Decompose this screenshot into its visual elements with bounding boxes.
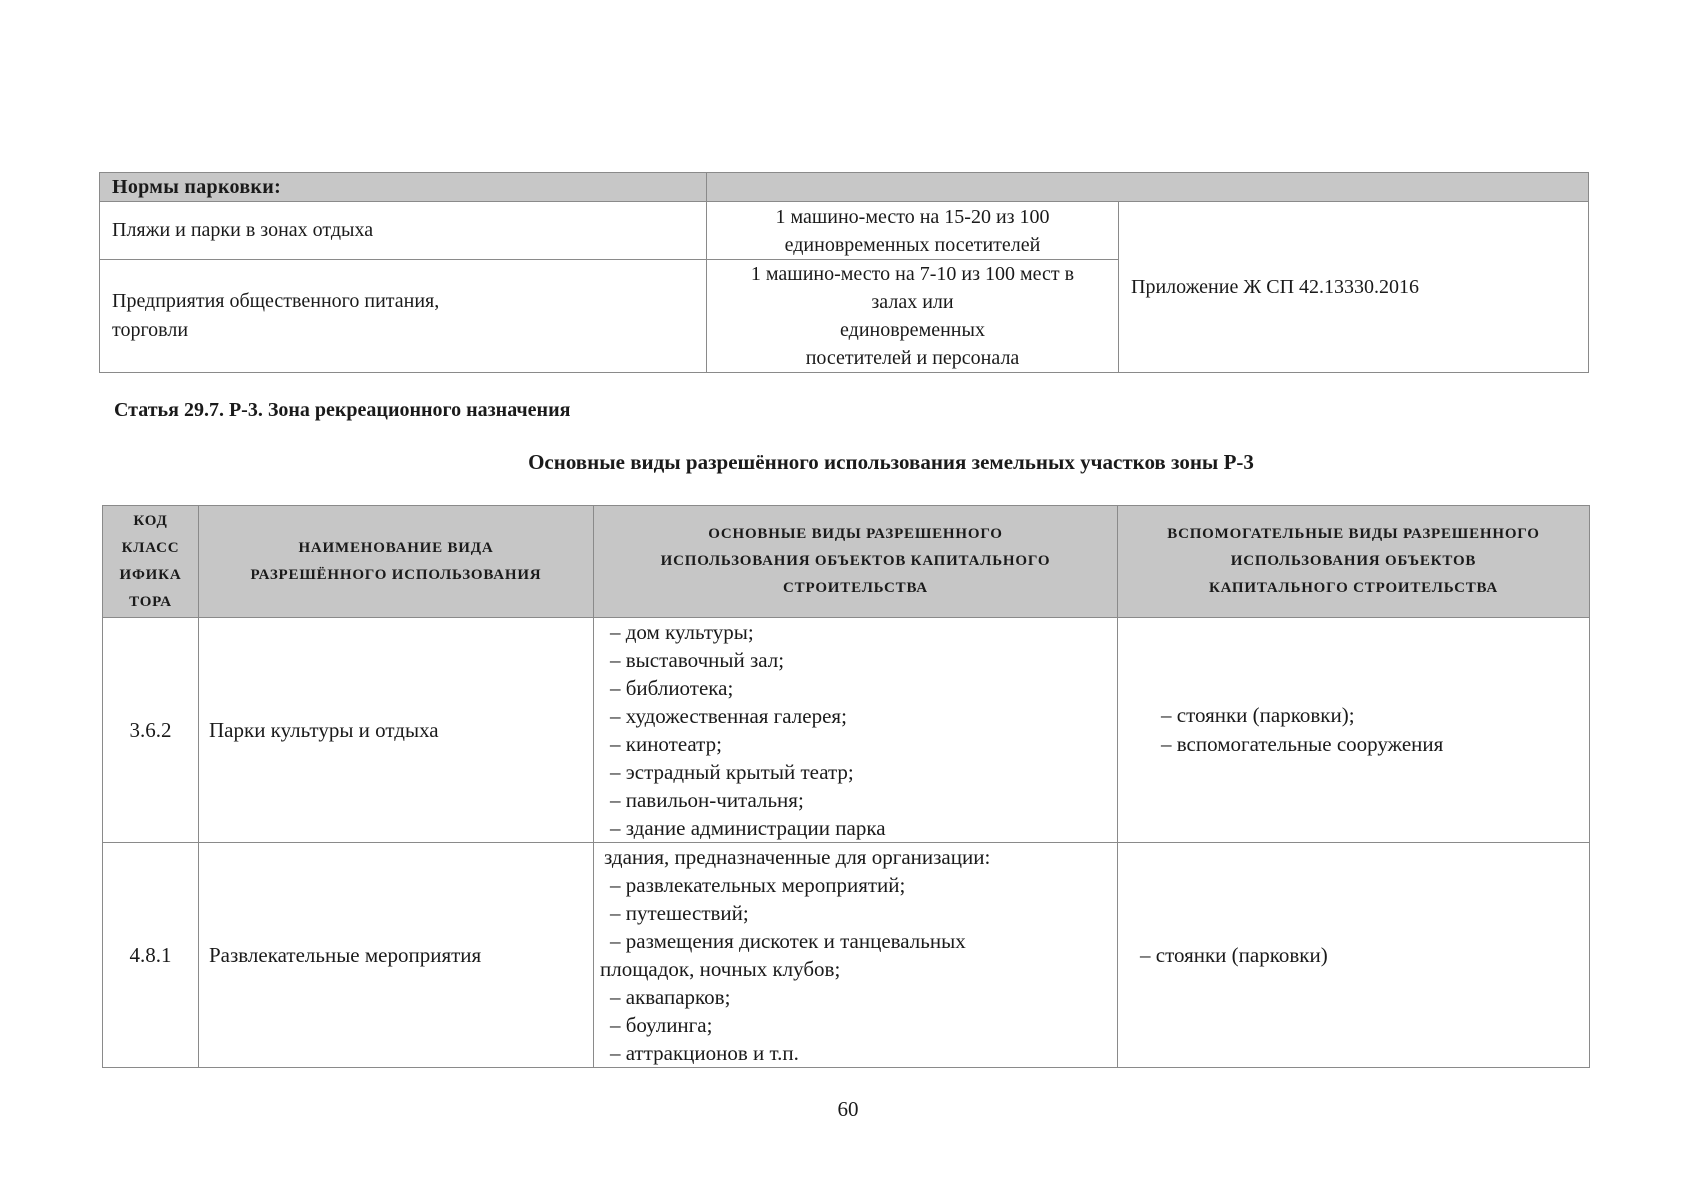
row-name: Развлекательные мероприятия: [199, 843, 594, 1068]
list-item: – развлекательных мероприятий;: [610, 871, 1117, 899]
page-number: 60: [837, 1097, 859, 1121]
row-code: 4.8.1: [103, 843, 199, 1068]
main-uses-list: [594, 871, 1117, 955]
row-aux-uses: [1118, 618, 1590, 843]
header-main-uses: ОСНОВНЫЕ ВИДЫ РАЗРЕШЕННОГО ИСПОЛЬЗОВАНИЯ ОБЪЕКТОВ КАПИТАЛЬНОГО СТРОИТЕЛЬСТВА: [594, 506, 1118, 618]
main-uses-continuation: площадок, ночных клубов;: [600, 957, 841, 981]
row-aux-uses: [1118, 843, 1590, 1068]
parking-row-name: Пляжи и парки в зонах отдыха: [100, 202, 707, 260]
parking-row-norm: 1 машино-место на 15-20 из 100 единовременных посетителей: [707, 202, 1119, 260]
main-uses-intro: здания, предназначенные для организации:: [604, 845, 991, 869]
list-item: – путешествий;: [610, 899, 1117, 927]
list-item: – художественная галерея;: [610, 702, 1117, 730]
main-uses-list: [594, 983, 1117, 1067]
main-uses-list: [594, 618, 1117, 842]
permitted-use-table: [102, 505, 1590, 1068]
list-item: – библиотека;: [610, 674, 1117, 702]
list-item: – эстрадный крытый театр;: [610, 758, 1117, 786]
parking-row-name: Предприятия общественного питания, торговли: [100, 260, 707, 373]
list-item: – павильон-читальня;: [610, 786, 1117, 814]
header-code: КОД КЛАСС ИФИКА ТОРА: [103, 506, 199, 618]
list-item: – выставочный зал;: [610, 646, 1117, 674]
section-subtitle: Основные виды разрешённого использования земельных участков зоны Р-3: [528, 450, 1254, 474]
parking-norms-table: [99, 172, 1589, 373]
row-name: Парки культуры и отдыха: [199, 618, 594, 843]
parking-header-row: [100, 173, 1589, 202]
list-item: – размещения дискотек и танцевальных: [610, 927, 1117, 955]
parking-source: Приложение Ж СП 42.13330.2016: [1119, 202, 1589, 373]
aux-uses-list: [1118, 701, 1589, 759]
header-name: НАИМЕНОВАНИЕ ВИДА РАЗРЕШЁННОГО ИСПОЛЬЗОВАНИЯ: [199, 506, 594, 618]
parking-row: [100, 202, 1589, 260]
list-item: – аквапарков;: [610, 983, 1117, 1011]
parking-header-empty: [707, 173, 1589, 202]
list-item: – аттракционов и т.п.: [610, 1039, 1117, 1067]
table-row: [103, 843, 1590, 1068]
list-item: – стоянки (парковки): [1140, 941, 1589, 970]
aux-uses-list: [1118, 941, 1589, 970]
parking-title: Нормы парковки:: [100, 173, 707, 202]
parking-row-norm: 1 машино-место на 7-10 из 100 мест в залах или единовременных посетителей и персонала: [707, 260, 1119, 373]
list-item: – вспомогательные сооружения: [1161, 730, 1589, 759]
list-item: – дом культуры;: [610, 618, 1117, 646]
article-heading: Статья 29.7. Р-3. Зона рекреационного назначения: [114, 399, 571, 421]
row-code: 3.6.2: [103, 618, 199, 843]
table-header-row: [103, 506, 1590, 618]
list-item: – здание администрации парка: [610, 814, 1117, 842]
header-aux-uses: ВСПОМОГАТЕЛЬНЫЕ ВИДЫ РАЗРЕШЕННОГО ИСПОЛЬЗОВАНИЯ ОБЪЕКТОВ КАПИТАЛЬНОГО СТРОИТЕЛЬСТВА: [1118, 506, 1590, 618]
row-main-uses: [594, 843, 1118, 1068]
table-row: [103, 618, 1590, 843]
list-item: – боулинга;: [610, 1011, 1117, 1039]
list-item: – кинотеатр;: [610, 730, 1117, 758]
row-main-uses: [594, 618, 1118, 843]
list-item: – стоянки (парковки);: [1161, 701, 1589, 730]
